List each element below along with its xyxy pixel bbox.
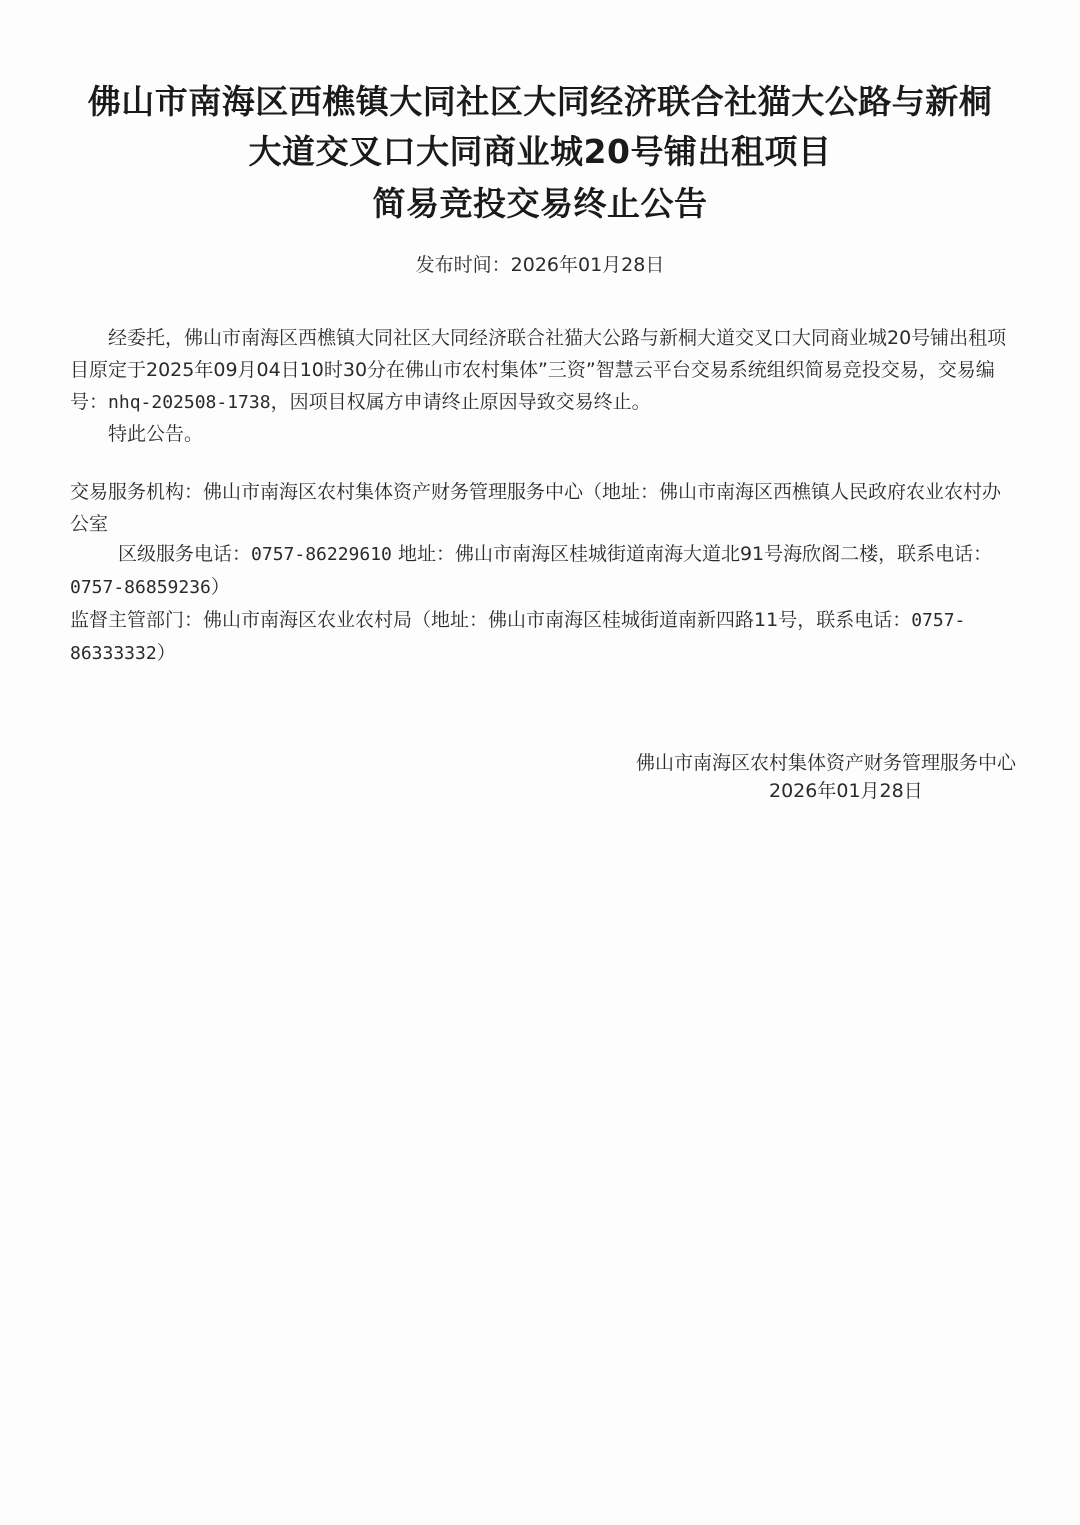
district-phone-label: 区级服务电话： bbox=[118, 543, 252, 565]
title-line-1: 佛山市南海区西樵镇大同社区大同经济联合社猫大公路与新桐 bbox=[87, 82, 993, 121]
publish-label: 发布时间： bbox=[415, 254, 511, 276]
title-line-3: 简易竞投交易终止公告 bbox=[372, 184, 708, 223]
publish-date-line bbox=[0, 250, 1080, 277]
paragraph-text: 经委托，佛山市南海区西樵镇大同社区大同经济联合社猫大公路与新桐大道交叉口大同商业城20号铺出租项目原定于2025年09月04日10时30分在佛山市农村集体”三资”智慧云平台交易系统组织简易竞投交易，交易编号： bbox=[70, 327, 1007, 413]
transaction-number: nhq-202508-1738 bbox=[108, 392, 271, 413]
district-phone: 0757-86229610 bbox=[251, 544, 392, 565]
supervisor-info bbox=[70, 604, 1020, 670]
signature-date: 2026年01月28日 bbox=[769, 780, 923, 802]
district-address: 地址：佛山市南海区桂城街道南海大道北91号海欣阁二楼， bbox=[391, 543, 898, 565]
contact-phone-label: 联系电话： bbox=[897, 543, 993, 565]
supervisor-phone: 0757-86333332 bbox=[70, 610, 966, 664]
title-line-2: 大道交叉口大同商业城20号铺出租项目 bbox=[248, 132, 832, 171]
agency-text: 佛山市南海区农村集体资产财务管理服务中心（地址：佛山市南海区西樵镇人民政府农业农村办公室 bbox=[70, 481, 1002, 535]
announcement-paragraph bbox=[70, 322, 1020, 419]
agency-label: 交易服务机构： bbox=[70, 481, 204, 503]
district-service-info bbox=[70, 538, 1020, 604]
paragraph-text-end: ，因项目权属方申请终止原因导致交易终止。 bbox=[270, 391, 651, 413]
supervisor-text: 佛山市南海区农业农村局（地址：佛山市南海区桂城街道南新四路11号，联系电话： bbox=[203, 609, 912, 631]
signature-organization: 佛山市南海区农村集体资产财务管理服务中心 bbox=[635, 752, 1016, 774]
publish-date: 2026年01月28日 bbox=[510, 254, 665, 276]
contact-phone-close: ） bbox=[210, 576, 230, 598]
agency-info bbox=[70, 476, 1020, 540]
closing-paragraph: 特此公告。 bbox=[108, 423, 204, 445]
supervisor-label: 监督主管部门： bbox=[70, 609, 204, 631]
contact-phone: 0757-86859236 bbox=[70, 577, 211, 598]
supervisor-close: ） bbox=[156, 642, 176, 664]
